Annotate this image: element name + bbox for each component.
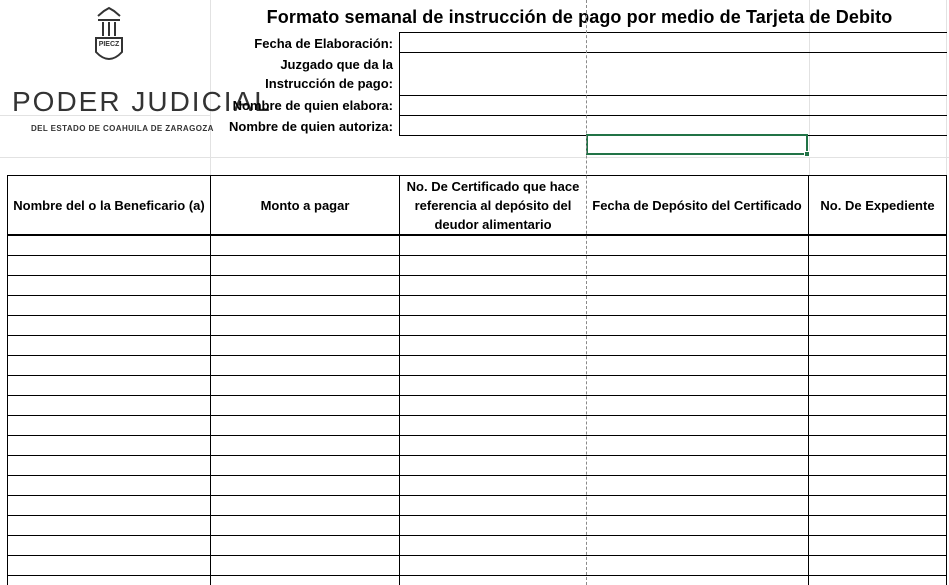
- table-row[interactable]: [7, 515, 947, 516]
- table-row[interactable]: [7, 395, 947, 396]
- field-border: [399, 32, 400, 136]
- field-label-autoriza: Nombre de quien autoriza:: [229, 119, 393, 134]
- table-row[interactable]: [7, 535, 947, 536]
- field-input-elabora[interactable]: [399, 115, 947, 116]
- column-header-monto[interactable]: Monto a pagar: [260, 197, 350, 213]
- table-row[interactable]: [7, 255, 947, 256]
- fill-handle[interactable]: [804, 151, 810, 157]
- table-row[interactable]: [7, 555, 947, 556]
- column-header-fecha-deposito[interactable]: Fecha de Depósito del Certificado: [592, 197, 802, 213]
- page-break-line: [586, 0, 587, 585]
- field-label-juzgado: Juzgado que da la Instrucción de pago:: [265, 57, 393, 91]
- table-row[interactable]: [7, 475, 947, 476]
- table-row[interactable]: [7, 435, 947, 436]
- column-header-certificado[interactable]: No. De Certificado que hace referencia al depósito del deudor alimentario: [406, 178, 580, 232]
- field-input-juzgado[interactable]: [399, 95, 947, 96]
- field-input-fecha[interactable]: [399, 52, 947, 53]
- table-border: [946, 175, 947, 585]
- field-label-fecha: Fecha de Elaboración:: [254, 36, 393, 51]
- table-row[interactable]: [7, 575, 947, 576]
- table-border: [7, 234, 947, 236]
- field-label-elabora: Nombre de quien elabora:: [232, 98, 393, 113]
- logo-subtitle: DEL ESTADO DE COAHUILA DE ZARAGOZA: [31, 124, 214, 133]
- table-border: [399, 175, 400, 585]
- table-row[interactable]: [7, 295, 947, 296]
- table-row[interactable]: [7, 495, 947, 496]
- column-header-beneficiario[interactable]: Nombre del o la Beneficario (a): [13, 197, 205, 213]
- seal-text: PIECZ: [98, 41, 120, 48]
- table-row[interactable]: [7, 415, 947, 416]
- table-row[interactable]: [7, 275, 947, 276]
- table-border: [210, 175, 211, 585]
- table-border: [808, 175, 809, 585]
- table-row[interactable]: [7, 335, 947, 336]
- logo-name: PODER JUDICIAL: [12, 86, 272, 117]
- form-title: Formato semanal de instrucción de pago por medio de Tarjeta de Debito: [266, 7, 893, 27]
- selected-cell[interactable]: [586, 134, 808, 155]
- column-header-expediente[interactable]: No. De Expediente: [820, 197, 935, 213]
- field-border: [399, 32, 947, 33]
- table-row[interactable]: [7, 315, 947, 316]
- table-row[interactable]: [7, 355, 947, 356]
- table-row[interactable]: [7, 455, 947, 456]
- gridline: [0, 157, 949, 158]
- table-row[interactable]: [7, 375, 947, 376]
- table-border: [7, 175, 8, 585]
- seal-icon: [90, 6, 128, 68]
